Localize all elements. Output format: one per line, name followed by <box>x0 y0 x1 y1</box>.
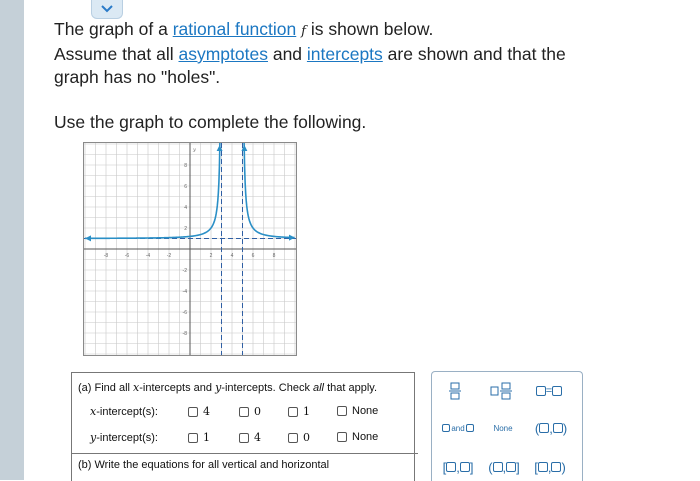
bracket-text: [ <box>442 459 447 475</box>
prompt-text: are shown and that the <box>382 44 566 64</box>
placeholder-box-icon <box>538 462 548 472</box>
checkbox[interactable] <box>288 433 298 443</box>
and-text: and <box>451 423 465 433</box>
asymptotes-link[interactable]: asymptotes <box>178 44 268 64</box>
y-tick-label: -6 <box>182 310 187 316</box>
collapse-toggle-button[interactable] <box>91 0 123 19</box>
curve-arrowhead <box>85 235 91 241</box>
part-b-prompt: (b) Write the equations for all vertical and horizontal <box>72 453 418 471</box>
math-toolbox <box>431 371 583 481</box>
all-emphasis: all <box>313 382 325 394</box>
part-a-text: (a) Find all <box>78 382 134 394</box>
option-text: None <box>352 431 379 443</box>
comma-text: , <box>549 420 553 436</box>
x-symbol: x <box>133 381 140 394</box>
rational-function-link[interactable]: rational function <box>172 19 297 39</box>
answer-panel <box>71 372 415 481</box>
x-tick-label: 8 <box>272 253 276 259</box>
option-text: None <box>352 405 379 417</box>
y-intercepts-label <box>90 431 158 444</box>
y-tick-label: 8 <box>184 163 187 169</box>
bracket-text: [ <box>534 459 538 475</box>
prompt-line-3: graph has no "holes". <box>54 67 221 87</box>
checkbox[interactable] <box>337 432 347 442</box>
fraction-icon <box>449 382 461 400</box>
placeholder-box-icon <box>466 424 474 432</box>
checkbox[interactable] <box>288 407 298 417</box>
paren-text: ) <box>561 459 566 475</box>
x-tick-label: -8 <box>103 253 109 259</box>
x-tick-label: 4 <box>230 253 234 259</box>
mixed-number-icon <box>490 382 512 400</box>
y-axis-label: y <box>193 147 196 153</box>
fraction-tool-button[interactable] <box>444 380 466 402</box>
part-a-text: that apply. <box>324 382 378 394</box>
x-option-none[interactable] <box>337 405 378 417</box>
x-tick-label: 2 <box>209 253 213 259</box>
y-tick-label: -2 <box>182 268 187 274</box>
x-tick-label: -2 <box>166 253 172 259</box>
y-option-1[interactable] <box>188 431 210 444</box>
placeholder-box-icon <box>552 386 562 396</box>
option-text: 1 <box>303 405 310 418</box>
option-text: 0 <box>303 431 310 444</box>
x-option-4[interactable] <box>188 405 210 418</box>
option-text: 0 <box>254 405 261 418</box>
comma-text: , <box>456 459 460 475</box>
paren-text: ( <box>534 420 540 436</box>
placeholder-box-icon <box>536 386 546 396</box>
mixed-number-tool-button[interactable] <box>488 380 514 402</box>
x-intercepts-row <box>72 401 412 421</box>
curve-right-branch <box>244 143 294 238</box>
function-variable: f <box>301 24 306 39</box>
bracket-text: ] <box>516 459 520 475</box>
prompt-text: and <box>267 44 307 64</box>
curve-left-branch <box>85 143 220 238</box>
placeholder-box-icon <box>446 462 456 472</box>
left-sidebar-strip <box>0 0 24 480</box>
y-tick-label: -8 <box>182 331 187 337</box>
paren-text: ( <box>488 459 493 475</box>
function-graph <box>83 142 297 356</box>
prompt-line-1 <box>54 18 684 43</box>
part-a-text: -intercepts and <box>139 382 216 394</box>
x-tick-label: -6 <box>124 253 130 259</box>
placeholder-box-icon <box>442 424 450 432</box>
y-intercepts-row <box>72 427 412 447</box>
option-text: 4 <box>254 431 261 444</box>
y-tick-label: 6 <box>184 184 187 190</box>
equals-text: = <box>545 385 553 397</box>
label-text: -intercept(s): <box>96 432 158 444</box>
instruction-text: Use the graph to complete the following. <box>54 112 367 132</box>
placeholder-box-icon <box>506 462 516 472</box>
prompt-text: Assume that all <box>54 44 179 64</box>
x-tick-label: -4 <box>145 253 151 259</box>
comma-text: , <box>502 459 507 475</box>
option-text: 4 <box>203 405 210 418</box>
half-open-interval-tool-button[interactable] <box>484 457 524 477</box>
part-a-prompt <box>78 381 377 394</box>
x-intercepts-label <box>90 405 158 418</box>
checkbox[interactable] <box>188 407 198 417</box>
y-symbol: y <box>90 431 97 444</box>
x-option-1[interactable] <box>288 405 310 418</box>
equals-tool-button[interactable] <box>532 380 566 402</box>
x-tick-label: 6 <box>251 253 255 259</box>
and-tool-button[interactable] <box>438 419 478 437</box>
placeholder-box-icon <box>539 423 549 433</box>
placeholder-box-icon <box>551 462 561 472</box>
y-symbol: y <box>215 381 222 394</box>
placeholder-box-icon <box>460 462 470 472</box>
checkbox[interactable] <box>239 433 249 443</box>
ordered-pair-tool-button[interactable] <box>530 417 572 439</box>
placeholder-box-icon <box>553 423 563 433</box>
part-a-text: -intercepts. Check <box>221 382 313 394</box>
curve-arrowhead <box>289 235 295 241</box>
placeholder-box-icon <box>493 462 503 472</box>
y-option-0[interactable] <box>288 431 310 444</box>
y-option-none[interactable] <box>337 431 378 443</box>
bracket-text: ] <box>469 459 474 475</box>
prompt-text: is shown below. <box>305 19 434 39</box>
comma-text: , <box>547 459 552 475</box>
checkbox[interactable] <box>188 433 198 443</box>
y-tick-label: 2 <box>184 226 187 232</box>
option-text: 1 <box>203 431 210 444</box>
paren-text: ) <box>562 420 568 436</box>
x-option-0[interactable] <box>239 405 261 418</box>
prompt-text: The graph of a <box>54 19 173 39</box>
y-tick-label: -4 <box>182 289 187 295</box>
prompt-line-2 <box>54 43 684 66</box>
graph-canvas <box>84 143 296 355</box>
label-text: -intercept(s): <box>96 406 158 418</box>
intercepts-link[interactable]: intercepts <box>306 44 383 64</box>
y-tick-label: 4 <box>184 205 187 211</box>
question-prompt <box>54 18 684 89</box>
half-open-interval-left-tool-button[interactable] <box>530 457 570 477</box>
checkbox[interactable] <box>337 406 347 416</box>
none-tool-button[interactable]: None <box>493 423 513 433</box>
x-symbol: x <box>90 405 97 418</box>
closed-interval-tool-button[interactable] <box>438 457 478 477</box>
checkbox[interactable] <box>239 407 249 417</box>
y-option-4[interactable] <box>239 431 261 444</box>
